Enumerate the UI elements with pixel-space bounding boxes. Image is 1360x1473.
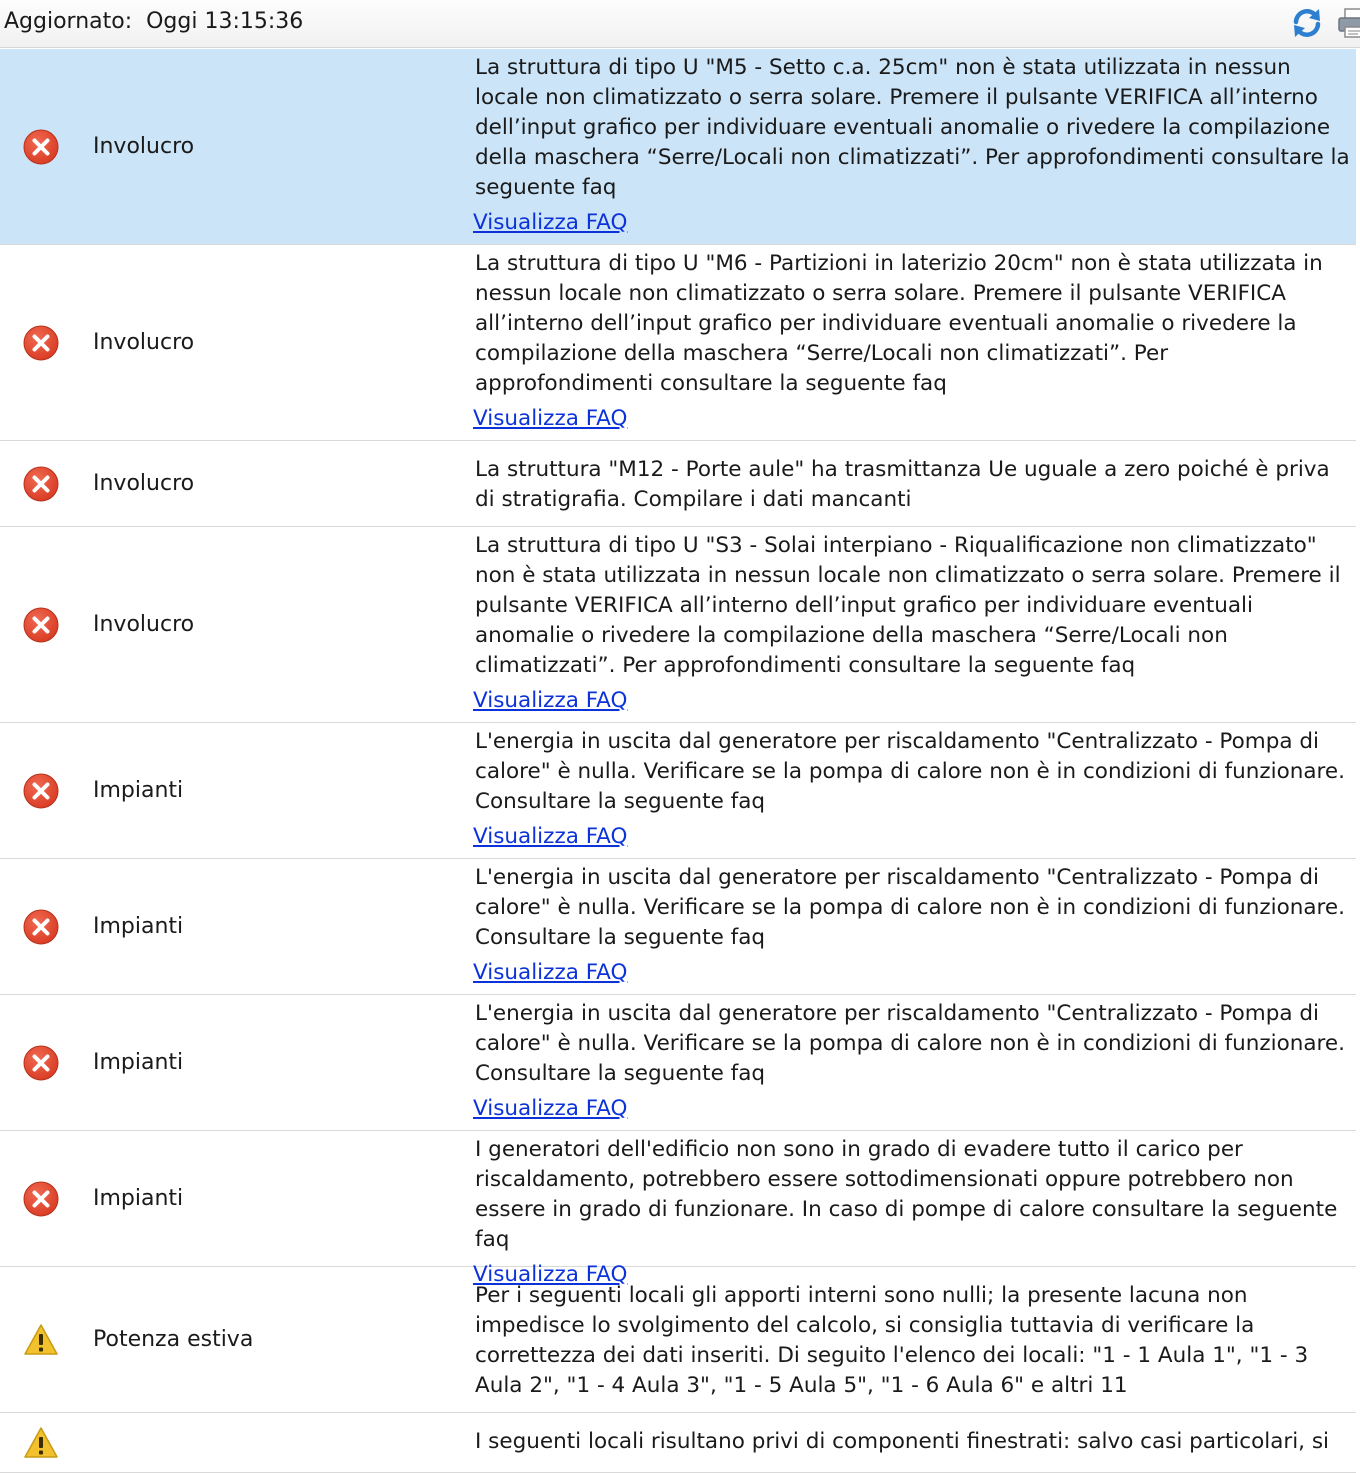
faq-link[interactable]: Visualizza FAQ [473, 406, 628, 431]
error-icon [22, 1044, 60, 1082]
message-text: La struttura "M12 - Porte aule" ha trasmittanza Ue uguale a zero poiché è priva di stratigrafia. Compilare i dati mancanti [475, 457, 1330, 512]
message-row-1[interactable] [0, 49, 1356, 245]
message-row-8[interactable] [0, 1131, 1356, 1287]
message-text: La struttura di tipo U "M5 - Setto c.a. 25cm" non è stata utilizzata in nessun locale non climatizzato o serra solare. Premere il pulsante VERIFICA all’interno dell’input grafico per individuare eventuali anomalie o rivedere la compilazione della maschera “Serre/Locali non climatizzati”. Per approfondimenti consultare la seguente faq [475, 55, 1350, 200]
message-list [0, 49, 1356, 1473]
message-row-6[interactable] [0, 859, 1356, 995]
category-label: Potenza estiva [93, 1327, 254, 1352]
refresh-icon[interactable] [1290, 6, 1324, 40]
message-text: Per i seguenti locali gli apporti interni sono nulli; la presente lacuna non impedisce lo svolgimento del calcolo, si consiglia tuttavia di verificare la correttezza dei dati inseriti. Di seguito l'elenco dei locali: "1 - 1 Aula 1", "1 - 3 Aula 2", "1 - 4 Aula 3", "1 - 5 Aula 5", "1 - 6 Aula 6" e altri 11 [475, 1283, 1309, 1398]
message-cell [475, 53, 1351, 238]
last-updated-label: Aggiornato: Oggi 13:15:36 [4, 9, 304, 34]
warning-icon [22, 1424, 60, 1462]
message-cell [475, 863, 1351, 988]
faq-link[interactable]: Visualizza FAQ [473, 960, 628, 985]
faq-link[interactable]: Visualizza FAQ [473, 688, 628, 713]
category-label: Involucro [93, 612, 195, 637]
message-text: L'energia in uscita dal generatore per riscaldamento "Centralizzato - Pompa di calore" è nulla. Verificare se la pompa di calore non è in condizioni di funzionare. Consultare la seguente faq [475, 729, 1345, 814]
message-cell [475, 727, 1351, 852]
faq-link[interactable]: Visualizza FAQ [473, 824, 628, 849]
error-icon [22, 772, 60, 810]
message-text: L'energia in uscita dal generatore per riscaldamento "Centralizzato - Pompa di calore" è nulla. Verificare se la pompa di calore non è in condizioni di funzionare. Consultare la seguente faq [475, 1001, 1345, 1086]
faq-link[interactable]: Visualizza FAQ [473, 210, 628, 235]
category-label: Impianti [93, 914, 184, 939]
message-row-2[interactable] [0, 245, 1356, 441]
message-cell [475, 531, 1351, 716]
message-row-4[interactable] [0, 527, 1356, 723]
category-label: Impianti [93, 1186, 184, 1211]
printer-icon[interactable] [1336, 6, 1360, 40]
message-text: L'energia in uscita dal generatore per riscaldamento "Centralizzato - Pompa di calore" è nulla. Verificare se la pompa di calore non è in condizioni di funzionare. Consultare la seguente faq [475, 865, 1345, 950]
faq-link[interactable]: Visualizza FAQ [473, 1096, 628, 1121]
message-cell [475, 249, 1351, 434]
message-cell [475, 455, 1351, 515]
message-row-7[interactable] [0, 995, 1356, 1131]
error-icon [22, 465, 60, 503]
error-icon [22, 128, 60, 166]
toolbar [0, 0, 1360, 48]
message-text: La struttura di tipo U "S3 - Solai interpiano - Riqualificazione non climatizzato" non è stata utilizzata in nessun locale non climatizzato o serra solare. Premere il pulsante VERIFICA all’interno dell’input grafico per individuare eventuali anomalie o rivedere la compilazione della maschera “Serre/Locali non climatizzati”. Per approfondimenti consultare la seguente faq [475, 533, 1341, 678]
message-row-3[interactable] [0, 441, 1356, 527]
error-icon [22, 1180, 60, 1218]
category-label: Impianti [93, 778, 184, 803]
warning-icon [22, 1321, 60, 1359]
error-icon [22, 324, 60, 362]
message-cell [475, 1281, 1351, 1401]
message-cell [475, 1427, 1351, 1457]
category-label: Involucro [93, 330, 195, 355]
message-row-10[interactable] [0, 1413, 1356, 1473]
faq-link[interactable]: Visualizza FAQ [473, 1262, 628, 1287]
error-icon [22, 606, 60, 644]
category-label: Impianti [93, 1050, 184, 1075]
message-cell [475, 999, 1351, 1124]
message-text: I seguenti locali risultano privi di componenti finestrati: salvo casi particolari, si [475, 1429, 1330, 1454]
message-row-5[interactable] [0, 723, 1356, 859]
category-label: Involucro [93, 134, 195, 159]
message-text: La struttura di tipo U "M6 - Partizioni in laterizio 20cm" non è stata utilizzata in nessun locale non climatizzato o serra solare. Premere il pulsante VERIFICA all’interno dell’input grafico per individuare eventuali anomalie o rivedere la compilazione della maschera “Serre/Locali non climatizzati”. Per approfondimenti consultare la seguente faq [475, 251, 1323, 396]
message-row-9[interactable] [0, 1267, 1356, 1413]
category-label: Involucro [93, 471, 195, 496]
error-icon [22, 908, 60, 946]
message-text: I generatori dell'edificio non sono in grado di evadere tutto il carico per riscaldamento, potrebbero essere sottodimensionati oppure potrebbero non essere in grado di funzionare. In caso di pompe di calore consultare la seguente faq [475, 1137, 1338, 1252]
